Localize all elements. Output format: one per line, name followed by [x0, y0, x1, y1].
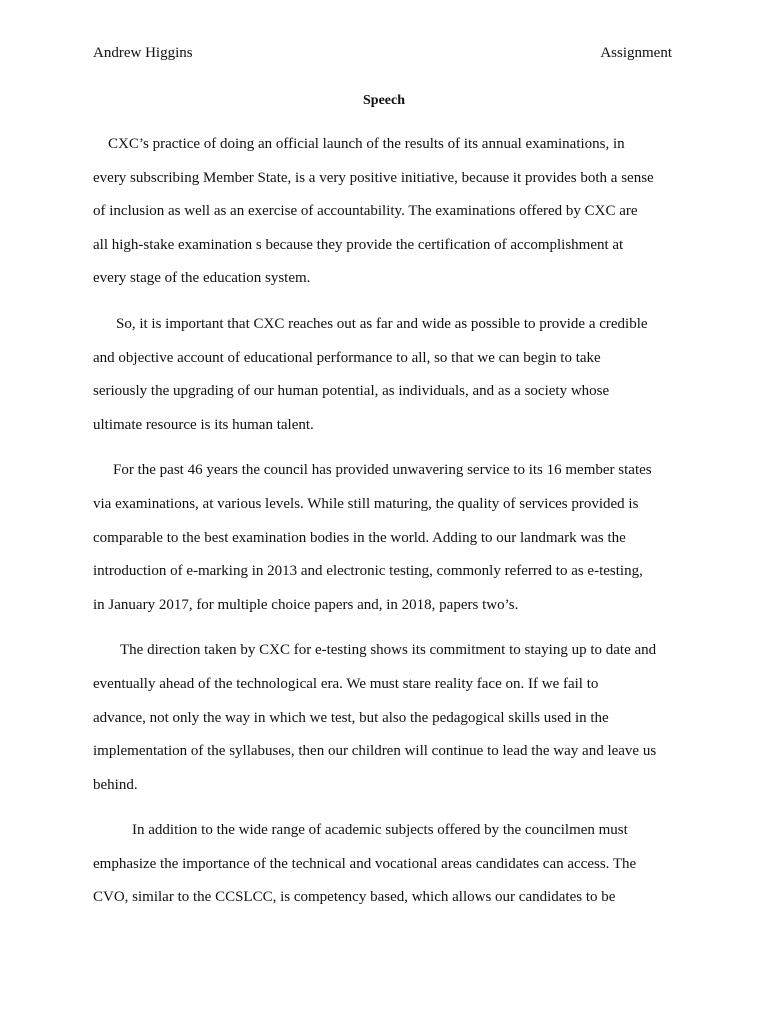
paragraph-line: every stage of the education system.	[93, 270, 311, 287]
paragraph-4	[93, 634, 675, 802]
paragraph-line: and objective account of educational performance to all, so that we can begin to take	[93, 349, 601, 366]
paragraph-line: seriously the upgrading of our human potential, as individuals, and as a society whose	[93, 383, 610, 400]
paragraph-1	[93, 128, 675, 296]
paragraph-line: via examinations, at various levels. While still maturing, the quality of services provided is	[93, 495, 639, 512]
paragraph-line: comparable to the best examination bodies in the world. Adding to our landmark was the	[93, 529, 626, 546]
paragraph-line: implementation of the syllabuses, then our children will continue to lead the way and leave us	[93, 743, 657, 760]
paragraph-line: every subscribing Member State, is a very positive initiative, because it provides both a sense	[93, 169, 654, 186]
paragraph-line: emphasize the importance of the technical and vocational areas candidates can access. The	[93, 855, 637, 872]
page-header	[93, 44, 672, 62]
paragraph-5	[93, 814, 675, 915]
header-doc-type: Assignment	[600, 45, 672, 61]
paragraph-line: eventually ahead of the technological era. We must stare reality face on. If we fail to	[93, 675, 599, 692]
document-title: Speech	[363, 93, 405, 108]
paragraph-line: behind.	[93, 776, 138, 793]
paragraph-2	[93, 308, 675, 442]
paragraph-line: in January 2017, for multiple choice papers and, in 2018, papers two’s.	[93, 596, 519, 613]
paragraph-line: ultimate resource is its human talent.	[93, 416, 314, 433]
paragraph-line: The direction taken by CXC for e-testing shows its commitment to staying up to date and	[120, 642, 657, 659]
paragraph-line: So, it is important that CXC reaches out as far and wide as possible to provide a credible	[116, 315, 648, 332]
paragraph-line: advance, not only the way in which we test, but also the pedagogical skills used in the	[93, 709, 609, 726]
paragraph-line: of inclusion as well as an exercise of accountability. The examinations offered by CXC are	[93, 203, 638, 220]
paragraph-line: In addition to the wide range of academic subjects offered by the councilmen must	[132, 822, 628, 839]
header-author: Andrew Higgins	[93, 45, 193, 61]
paragraph-3	[93, 454, 675, 622]
paragraph-line: CVO, similar to the CCSLCC, is competency based, which allows our candidates to be	[93, 889, 616, 906]
paragraph-line: all high-stake examination s because they provide the certification of accomplishment at	[93, 236, 624, 253]
paragraph-line: introduction of e-marking in 2013 and electronic testing, commonly referred to as e-testing,	[93, 563, 643, 580]
document-body	[93, 128, 675, 927]
paragraph-line: For the past 46 years the council has provided unwavering service to its 16 member states	[113, 462, 652, 479]
paragraph-line: CXC’s practice of doing an official launch of the results of its annual examinations, in	[108, 136, 625, 152]
